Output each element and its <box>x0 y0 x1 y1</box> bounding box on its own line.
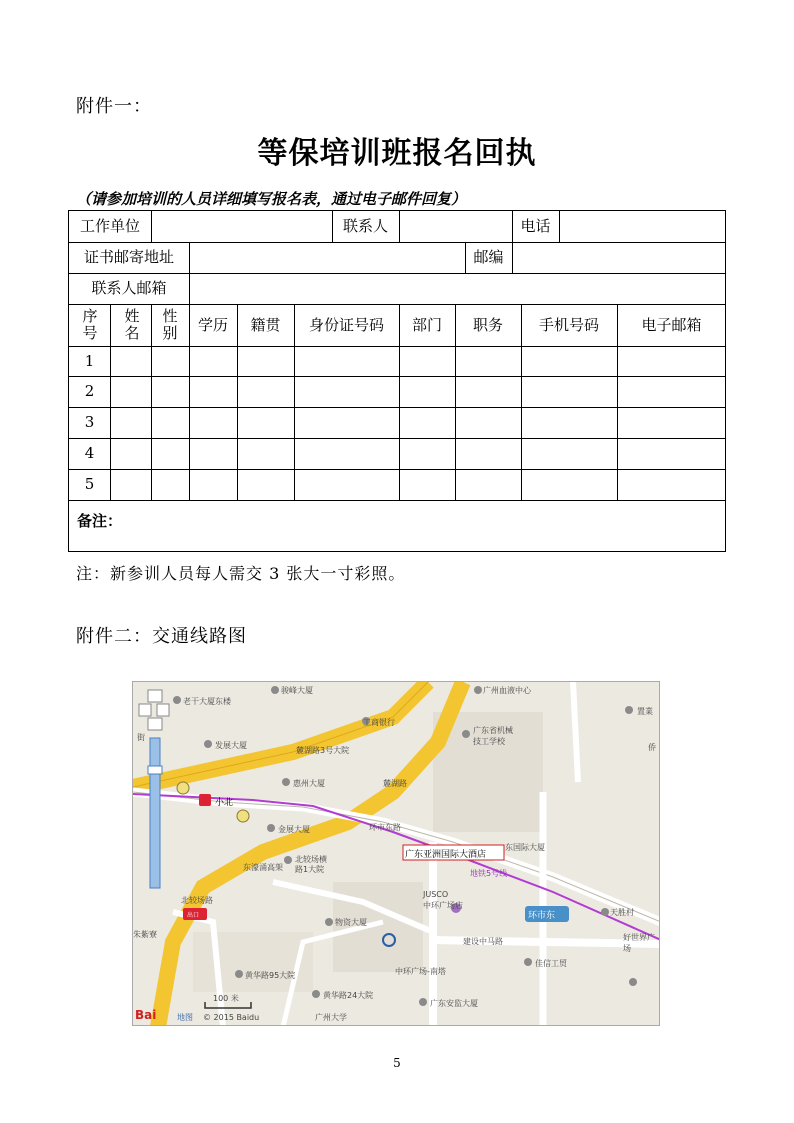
map-label: 物资大厦 <box>335 918 367 927</box>
road-label: 建设中马路 <box>463 937 503 946</box>
phone-label: 电话 <box>520 217 551 235</box>
map-label: 技工学校 <box>473 737 505 746</box>
map-label: 黄华路24大院 <box>323 991 374 1000</box>
page-title: 等保培训班报名回执 <box>257 136 537 171</box>
map-label: 黄华路95大院 <box>245 971 296 980</box>
contact-email-field[interactable] <box>190 273 726 304</box>
map-label: 路1大院 <box>295 865 325 874</box>
form-instruction: （请参加培训的人员详细填写报名表，通过电子邮件回复） <box>76 190 467 208</box>
map-label: 广州血液中心 <box>483 686 531 695</box>
registration-form-table <box>68 210 726 552</box>
col-header-no: 序号 <box>82 307 98 342</box>
map-label: 好世界广场 <box>623 933 655 953</box>
phone-field[interactable] <box>560 211 726 242</box>
road-label: 北较场路 <box>181 896 213 905</box>
postcode-field[interactable] <box>513 242 726 273</box>
map-label: 天胜村 <box>610 908 634 917</box>
baidu-logo: Bai <box>135 1008 157 1022</box>
col-header-name: 姓名 <box>124 307 140 342</box>
map-label: 金展大厦 <box>278 825 310 834</box>
contact-label: 联系人 <box>342 217 388 235</box>
baidu-logo-text: 地图 <box>177 1013 193 1022</box>
map-label: 朱紫寮 <box>133 930 157 939</box>
cert-address-label: 证书邮寄地址 <box>83 248 174 266</box>
road-label: 环市东路 <box>369 823 401 832</box>
cert-address-field[interactable] <box>190 242 465 273</box>
map-label: 工商银行 <box>363 718 395 727</box>
map-label: 骏峰大厦 <box>281 686 313 695</box>
map-label: 街 <box>137 733 145 742</box>
map-label: 北较场横 <box>295 855 327 864</box>
map-copyright: © 2015 Baidu <box>203 1013 260 1022</box>
attachment-1-label: 附件一： <box>76 96 152 117</box>
map-label: 广东省机械 <box>473 726 513 735</box>
map-label: JUSCO <box>423 890 449 899</box>
map-scale: 100 米 <box>213 994 239 1003</box>
map-label: 发展大厦 <box>215 741 247 750</box>
col-header-position: 职务 <box>472 315 503 334</box>
map-label: 东国际大厦 <box>505 843 545 852</box>
map-label: 中环广场-南塔 <box>395 967 446 976</box>
col-header-id-number: 身份证号码 <box>308 315 384 334</box>
map-label: 惠州大厦 <box>293 779 325 788</box>
map-label: 广东安监大厦 <box>430 999 478 1008</box>
photo-note: 注：新参训人员每人需交 3 张大一寸彩照。 <box>76 564 406 583</box>
row-number: 2 <box>84 382 95 400</box>
postcode-label: 邮编 <box>473 248 504 266</box>
map-label: 侨 <box>648 743 656 752</box>
col-header-native: 籍贯 <box>250 315 281 334</box>
station-label[interactable]: 环市东 <box>528 911 556 921</box>
map-label: 中环广场店 <box>423 901 463 910</box>
road-label: 麓湖路 <box>383 779 407 788</box>
col-header-mobile: 手机号码 <box>538 315 599 334</box>
map-label: 老干大厦东楼 <box>183 697 231 706</box>
col-header-email: 电子邮箱 <box>641 315 702 334</box>
remark-label: 备注： <box>77 512 123 530</box>
traffic-route-map[interactable] <box>132 681 660 1026</box>
contact-field[interactable] <box>400 211 512 242</box>
map-label: 佳信工贸 <box>535 959 567 968</box>
work-unit-label: 工作单位 <box>79 217 140 235</box>
map-label: 广州大学 <box>315 1013 347 1022</box>
attachment-2-label: 附件二：交通线路图 <box>76 626 247 647</box>
contact-email-label: 联系人邮箱 <box>91 279 167 297</box>
map-label: 小北 <box>215 798 234 808</box>
col-header-education: 学历 <box>197 315 228 334</box>
hotel-label[interactable]: 广东亚洲国际大酒店 <box>405 850 487 860</box>
row-number: 3 <box>84 413 95 431</box>
map-label: 麓湖路3号大院 <box>296 746 350 755</box>
metro-label: 地铁5号线 <box>470 869 508 878</box>
page-number: 5 <box>393 1056 401 1070</box>
col-header-gender: 性别 <box>162 307 178 342</box>
row-number: 4 <box>84 444 95 462</box>
row-number: 1 <box>84 351 95 370</box>
road-label: 东濠涌高架 <box>243 863 283 872</box>
exit-label: 出口 <box>187 912 200 919</box>
work-unit-field[interactable] <box>152 211 332 242</box>
map-label: 置業 <box>637 707 653 716</box>
col-header-dept: 部门 <box>411 315 442 334</box>
row-number: 5 <box>84 475 95 493</box>
